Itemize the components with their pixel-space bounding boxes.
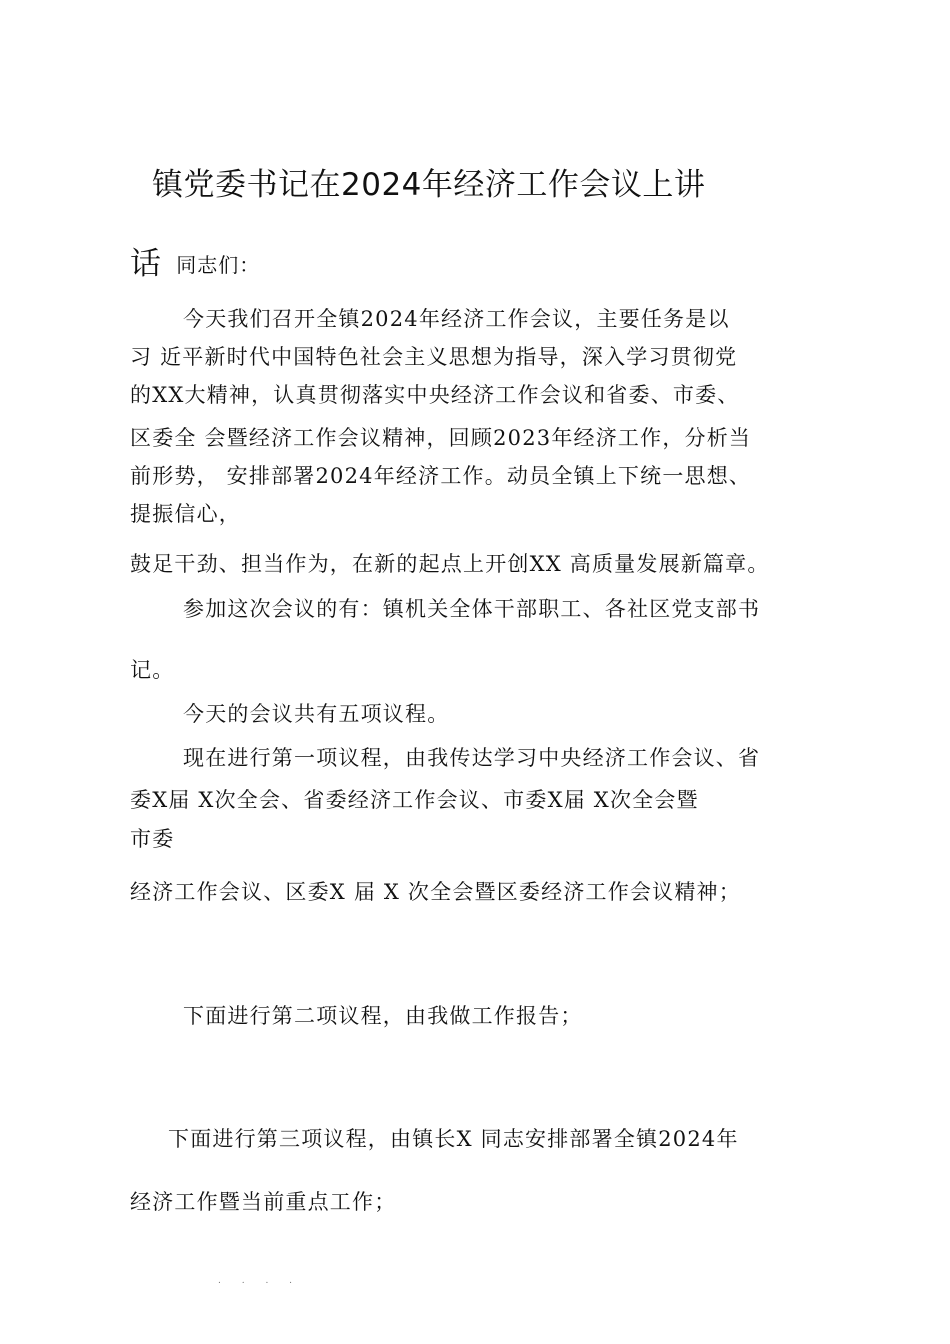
paragraph-line: 提振信心， (130, 502, 241, 526)
title-line2: 话 (130, 246, 163, 282)
paragraph-line: 参加这次会议的有：镇机关全体干部职工、各社区党支部书 (183, 597, 761, 621)
title-second-line (130, 244, 260, 284)
paragraph-line: 经济工作暨当前重点工作； (130, 1190, 397, 1214)
paragraph-line: 委X届 X次全会、省委经济工作会议、市委X届 X次全会暨 (130, 788, 699, 812)
paragraph-line: 区委全 会暨经济工作会议精神，回顾2023年经济工作，分析当 (130, 426, 752, 450)
paragraph-line: 市委 (130, 827, 175, 851)
paragraph-line: 习 近平新时代中国特色社会主义思想为指导，深入学习贯彻党 (130, 345, 738, 369)
paragraph-line: 现在进行第一项议程，由我传达学习中央经济工作会议、省 (183, 746, 761, 770)
paragraph-line: 鼓足干劲、担当作为，在新的起点上开创XX 高质量发展新篇章。 (130, 552, 770, 576)
paragraph-line: 经济工作会议、区委X 届 X 次全会暨区委经济工作会议精神； (130, 880, 741, 904)
paragraph-line: 下面进行第三项议程，由镇长X 同志安排部署全镇2024年 (168, 1127, 739, 1151)
paragraph-line: 记。 (130, 658, 175, 682)
document-title (152, 165, 705, 205)
salutation: 同志们： (176, 253, 261, 277)
paragraph-line: 下面进行第二项议程，由我做工作报告； (183, 1004, 583, 1028)
paragraph-line: 的XX大精神，认真贯彻落实中央经济工作会议和省委、市委、 (130, 383, 740, 407)
footer-marks: . . . . (218, 1276, 302, 1286)
paragraph-line: 前形势， 安排部署2024年经济工作。动员全镇上下统一思想、 (130, 464, 752, 488)
title-line1: 镇党委书记在2024年经济工作会议上讲 (152, 167, 706, 203)
paragraph-line: 今天我们召开全镇2024年经济工作会议，主要任务是以 (183, 307, 730, 331)
paragraph-line: 今天的会议共有五项议程。 (183, 702, 450, 726)
